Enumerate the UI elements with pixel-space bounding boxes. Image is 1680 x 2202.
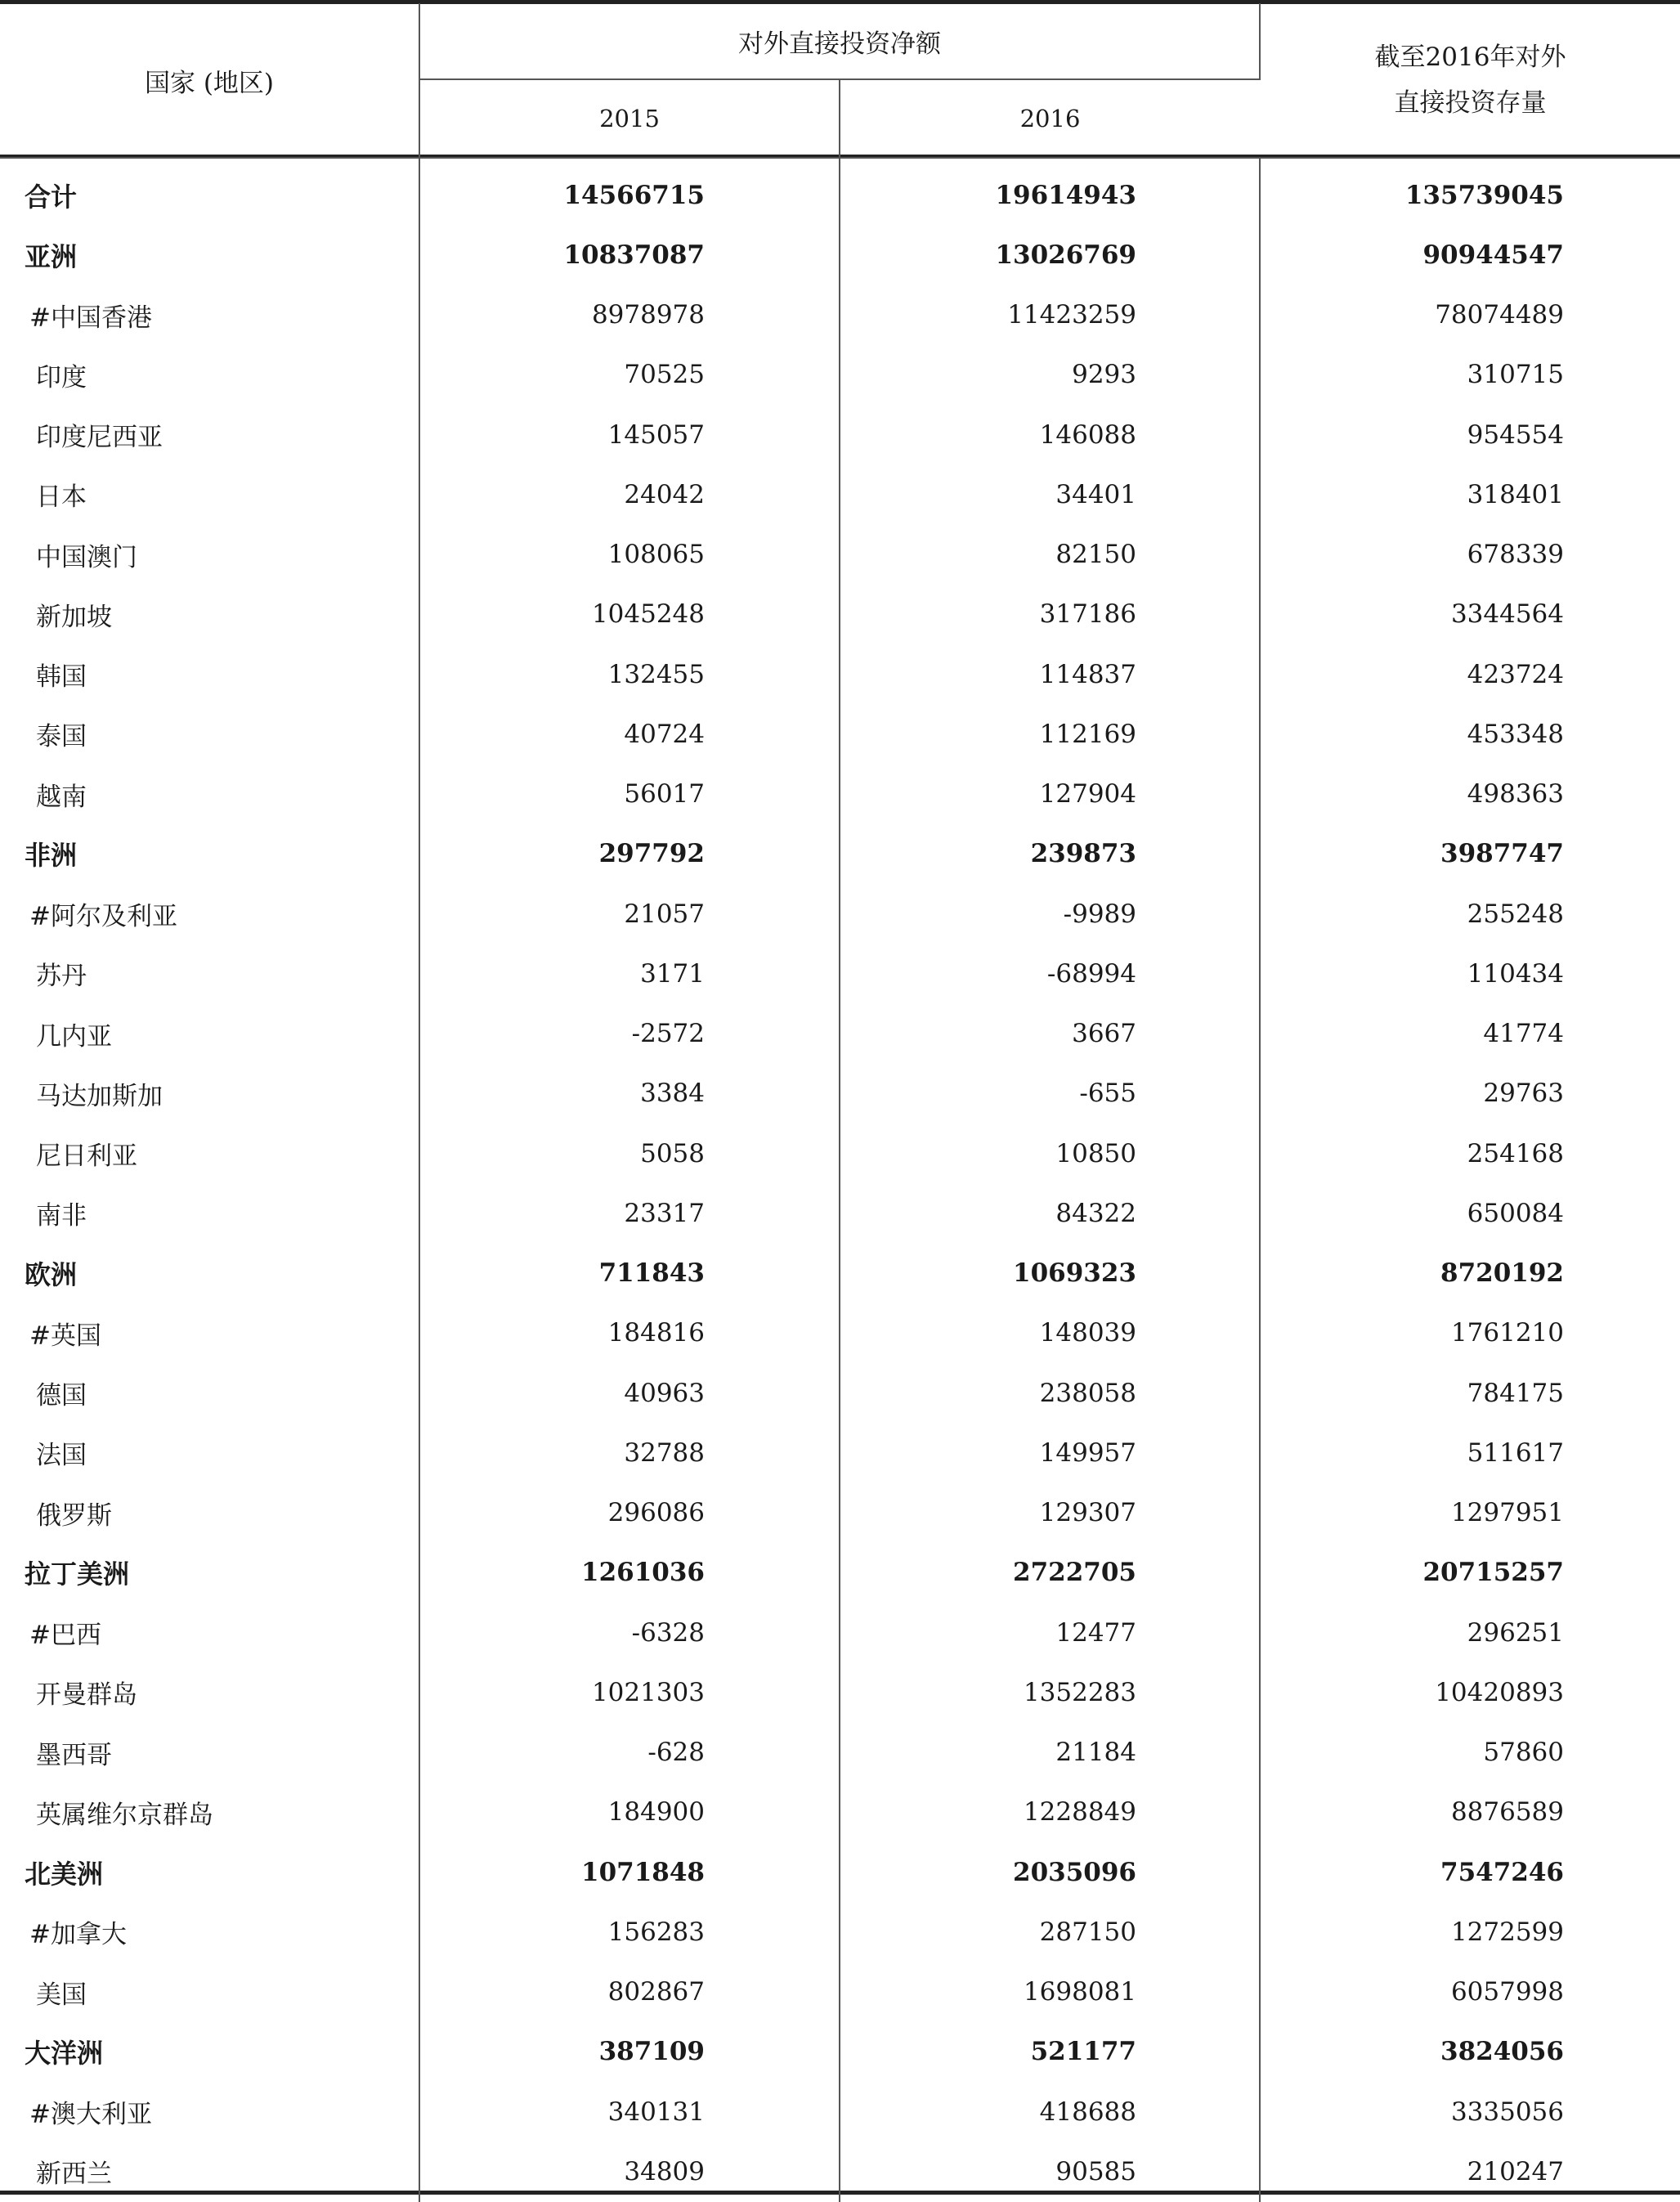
stock-2016: 954554 (1467, 419, 1564, 450)
value-2016: 84322 (840, 1183, 1260, 1243)
row-name: 法国 (0, 1423, 419, 1482)
value-2015: 1261036 (419, 1543, 840, 1603)
value-2015: 387109 (419, 2022, 840, 2082)
country-row (0, 1064, 1680, 1123)
country-row (0, 1363, 1680, 1423)
value-2016: 127904 (840, 765, 1260, 824)
value-2015: 132455 (419, 644, 840, 704)
region-row (0, 1543, 1680, 1603)
value-2016: 19614943 (840, 158, 1260, 225)
stock-2016: 110434 (1467, 958, 1564, 989)
row-name: 日本 (0, 464, 419, 524)
stock-2016: 453348 (1467, 719, 1564, 749)
region-row (0, 824, 1680, 884)
row-name: 尼日利亚 (0, 1123, 419, 1183)
year-2015-header: 2015 (419, 79, 840, 158)
stock-2016: 1761210 (1450, 1318, 1564, 1348)
stock-2016: 1297951 (1450, 1498, 1564, 1528)
value-2015: 802867 (419, 1962, 840, 2022)
table-header (0, 3, 1680, 158)
value-2016: 1228849 (840, 1783, 1260, 1842)
value-2015: 24042 (419, 464, 840, 524)
value-2016: 114837 (840, 644, 1260, 704)
stock-2016: 511617 (1467, 1437, 1564, 1468)
value-2015: 145057 (419, 405, 840, 464)
country-row (0, 765, 1680, 824)
row-name: 中国澳门 (0, 525, 419, 585)
country-row (0, 1723, 1680, 1783)
value-2015: 108065 (419, 525, 840, 585)
stock-2016: 3987747 (1440, 839, 1564, 869)
row-name: 合计 (0, 158, 419, 225)
country-row (0, 884, 1680, 944)
stock-2016: 678339 (1467, 540, 1564, 570)
region-column-header: 国家 (地区) (0, 3, 419, 158)
region-row (0, 1244, 1680, 1303)
country-row (0, 1123, 1680, 1183)
stock-2016: 41774 (1483, 1019, 1564, 1049)
value-2015: 10837087 (419, 225, 840, 285)
year-2016-header: 2016 (840, 79, 1260, 158)
net-investment-column-header: 对外直接投资净额 (419, 3, 1260, 79)
value-2016: 11423259 (840, 285, 1260, 345)
stock-2016: 20715257 (1422, 1558, 1564, 1588)
country-row (0, 1303, 1680, 1363)
stock-column-header (1260, 3, 1680, 158)
value-2016: 2035096 (840, 1842, 1260, 1902)
stock-2016: 3335056 (1450, 2097, 1564, 2127)
value-2015: 56017 (419, 765, 840, 824)
stock-2016: 1272599 (1450, 1917, 1564, 1947)
value-2015: 14566715 (419, 158, 840, 225)
value-2016: 1352283 (840, 1662, 1260, 1722)
stock-header-line1: 截至2016年对外 (1374, 43, 1566, 72)
country-row (0, 585, 1680, 644)
value-2016: 34401 (840, 464, 1260, 524)
value-2015: 34809 (419, 2141, 840, 2201)
value-2015: 32788 (419, 1423, 840, 1482)
row-name: 亚洲 (0, 225, 419, 285)
stock-2016: 8876589 (1450, 1797, 1564, 1828)
country-row (0, 1603, 1680, 1662)
value-2016: -655 (840, 1064, 1260, 1123)
stock-2016: 423724 (1467, 659, 1564, 689)
country-row (0, 1004, 1680, 1064)
row-name: #澳大利亚 (0, 2082, 419, 2141)
country-row (0, 2141, 1680, 2201)
value-2015: 184816 (419, 1303, 840, 1363)
stock-2016: 57860 (1483, 1738, 1564, 1768)
value-2015: 296086 (419, 1483, 840, 1543)
stock-2016: 254168 (1467, 1138, 1564, 1168)
row-name: 泰国 (0, 704, 419, 764)
country-row (0, 285, 1680, 345)
row-name: #加拿大 (0, 1902, 419, 1962)
region-row (0, 225, 1680, 285)
value-2015: 3384 (419, 1064, 840, 1123)
value-2015: 70525 (419, 345, 840, 405)
region-row (0, 1842, 1680, 1902)
value-2015: 5058 (419, 1123, 840, 1183)
value-2016: 82150 (840, 525, 1260, 585)
value-2016: 238058 (840, 1363, 1260, 1423)
stock-2016: 135739045 (1404, 180, 1564, 210)
value-2016: 10850 (840, 1123, 1260, 1183)
value-2016: 148039 (840, 1303, 1260, 1363)
country-row (0, 1783, 1680, 1842)
value-2015: 40724 (419, 704, 840, 764)
row-name: 印度 (0, 345, 419, 405)
value-2016: -68994 (840, 944, 1260, 1003)
row-name: 印度尼西亚 (0, 405, 419, 464)
row-name: 英属维尔京群岛 (0, 1783, 419, 1842)
value-2016: 129307 (840, 1483, 1260, 1543)
value-2015: 3171 (419, 944, 840, 1003)
row-name: 开曼群岛 (0, 1662, 419, 1722)
country-row (0, 464, 1680, 524)
country-row (0, 1183, 1680, 1243)
row-name: #英国 (0, 1303, 419, 1363)
value-2015: 21057 (419, 884, 840, 944)
stock-2016: 6057998 (1450, 1977, 1564, 2007)
country-row (0, 944, 1680, 1003)
stock-2016: 318401 (1467, 479, 1564, 509)
value-2015: 1045248 (419, 585, 840, 644)
row-name: 南非 (0, 1183, 419, 1243)
value-2015: 156283 (419, 1902, 840, 1962)
stock-2016: 7547246 (1440, 1857, 1564, 1887)
stock-2016: 784175 (1467, 1378, 1564, 1408)
row-name: 马达加斯加 (0, 1064, 419, 1123)
stock-2016: 650084 (1467, 1198, 1564, 1228)
value-2015: 1071848 (419, 1842, 840, 1902)
value-2016: 149957 (840, 1423, 1260, 1482)
value-2016: 287150 (840, 1902, 1260, 1962)
table-body (0, 158, 1680, 2202)
value-2015: 8978978 (419, 285, 840, 345)
fdi-table (0, 3, 1680, 2202)
stock-2016: 90944547 (1422, 240, 1564, 270)
row-name: 大洋洲 (0, 2022, 419, 2082)
value-2016: 418688 (840, 2082, 1260, 2141)
value-2016: 90585 (840, 2141, 1260, 2201)
row-name: 美国 (0, 1962, 419, 2022)
stock-2016: 310715 (1467, 360, 1564, 390)
value-2016: 1069323 (840, 1244, 1260, 1303)
value-2015: -2572 (419, 1004, 840, 1064)
stock-2016: 210247 (1467, 2156, 1564, 2186)
row-name: 苏丹 (0, 944, 419, 1003)
stock-2016: 498363 (1467, 779, 1564, 809)
row-name: 几内亚 (0, 1004, 419, 1064)
row-name: 新加坡 (0, 585, 419, 644)
row-name: 德国 (0, 1363, 419, 1423)
value-2016: 1698081 (840, 1962, 1260, 2022)
value-2016: -9989 (840, 884, 1260, 944)
stock-2016: 8720192 (1440, 1258, 1564, 1289)
value-2016: 521177 (840, 2022, 1260, 2082)
stock-header-line2: 直接投资存量 (1394, 88, 1547, 118)
stock-2016: 255248 (1467, 899, 1564, 929)
value-2015: 711843 (419, 1244, 840, 1303)
value-2016: 12477 (840, 1603, 1260, 1662)
value-2015: 297792 (419, 824, 840, 884)
row-name: 越南 (0, 765, 419, 824)
country-row (0, 644, 1680, 704)
stock-2016: 10420893 (1435, 1677, 1564, 1707)
stock-2016: 78074489 (1435, 300, 1564, 330)
total-row (0, 158, 1680, 225)
value-2016: 9293 (840, 345, 1260, 405)
stock-2016: 3344564 (1450, 599, 1564, 630)
country-row (0, 345, 1680, 405)
value-2016: 112169 (840, 704, 1260, 764)
country-row (0, 1962, 1680, 2022)
value-2016: 317186 (840, 585, 1260, 644)
value-2016: 239873 (840, 824, 1260, 884)
country-row (0, 2082, 1680, 2141)
row-name: #中国香港 (0, 285, 419, 345)
row-name: 俄罗斯 (0, 1483, 419, 1543)
value-2016: 3667 (840, 1004, 1260, 1064)
value-2015: -6328 (419, 1603, 840, 1662)
row-name: #巴西 (0, 1603, 419, 1662)
value-2015: 23317 (419, 1183, 840, 1243)
value-2016: 13026769 (840, 225, 1260, 285)
value-2015: 1021303 (419, 1662, 840, 1722)
value-2015: 40963 (419, 1363, 840, 1423)
value-2016: 21184 (840, 1723, 1260, 1783)
country-row (0, 704, 1680, 764)
row-name: 北美洲 (0, 1842, 419, 1902)
row-name: 拉丁美洲 (0, 1543, 419, 1603)
value-2016: 2722705 (840, 1543, 1260, 1603)
country-row (0, 1423, 1680, 1482)
country-row (0, 1483, 1680, 1543)
country-row (0, 1662, 1680, 1722)
country-row (0, 405, 1680, 464)
region-row (0, 2022, 1680, 2082)
row-name: 墨西哥 (0, 1723, 419, 1783)
row-name: #阿尔及利亚 (0, 884, 419, 944)
country-row (0, 525, 1680, 585)
country-row (0, 1902, 1680, 1962)
row-name: 新西兰 (0, 2141, 419, 2201)
value-2015: -628 (419, 1723, 840, 1783)
value-2015: 184900 (419, 1783, 840, 1842)
stock-2016: 3824056 (1440, 2037, 1564, 2067)
stock-2016: 296251 (1467, 1617, 1564, 1648)
row-name: 韩国 (0, 644, 419, 704)
row-name: 欧洲 (0, 1244, 419, 1303)
value-2016: 146088 (840, 405, 1260, 464)
stock-2016: 29763 (1483, 1079, 1564, 1109)
row-name: 非洲 (0, 824, 419, 884)
value-2015: 340131 (419, 2082, 840, 2141)
